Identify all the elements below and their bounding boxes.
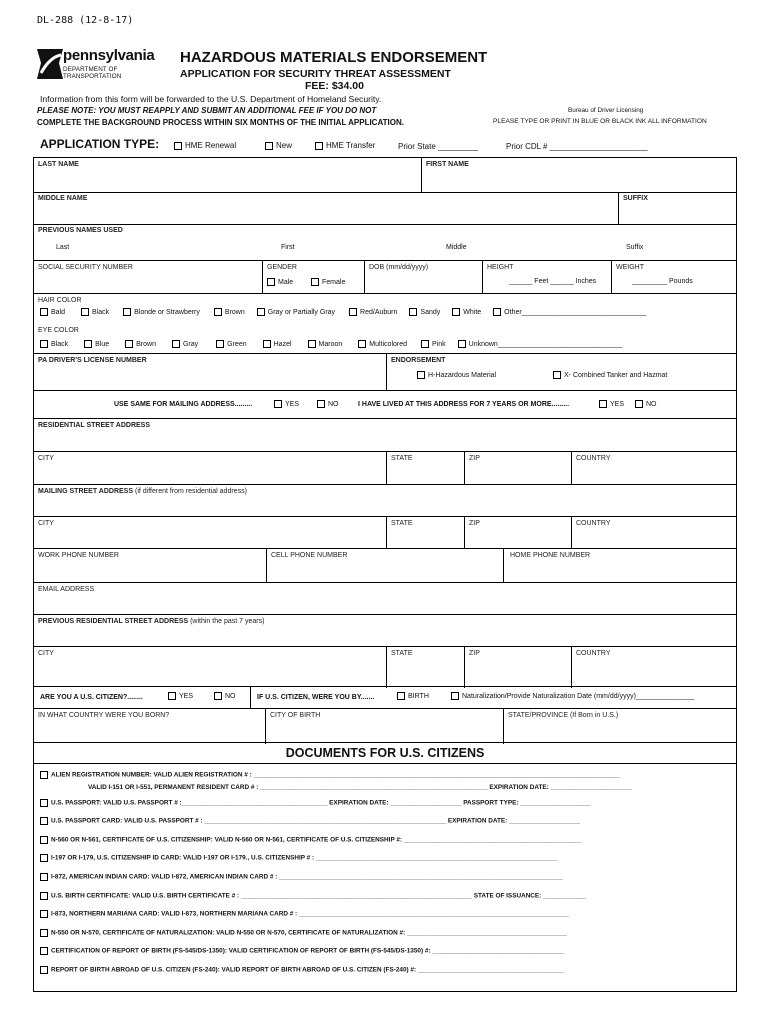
checkbox-icon[interactable] [317, 400, 325, 408]
ssn-label: SOCIAL SECURITY NUMBER [38, 264, 133, 271]
lived-7-yes[interactable]: YES [599, 400, 624, 408]
previous-city-row: CITY STATE ZIP COUNTRY [34, 647, 736, 688]
country-field[interactable]: COUNTRY [571, 517, 736, 548]
cell-phone-field[interactable]: CELL PHONE NUMBER [266, 549, 503, 582]
checkbox-icon[interactable] [493, 308, 501, 316]
checkbox-icon[interactable] [214, 692, 222, 700]
middle-name-label: MIDDLE NAME [38, 195, 88, 202]
work-phone-label: WORK PHONE NUMBER [38, 552, 119, 559]
hair-gray-or-partially-gray[interactable]: Gray or Partially Gray [257, 309, 335, 316]
weight-field[interactable]: WEIGHT _________ Pounds [611, 261, 736, 293]
document-item[interactable]: I-873, NORTHERN MARIANA CARD: VALID I-873, NORTHERN MARIANA CARD # : ____________________________________________________________________________ [40, 910, 569, 918]
checkbox-icon[interactable] [216, 340, 224, 348]
app-type-hme-transfer[interactable]: HME Transfer [315, 141, 375, 150]
checkbox-icon[interactable] [452, 308, 460, 316]
checkbox-icon[interactable] [553, 371, 561, 379]
eye-maroon[interactable]: Maroon [308, 341, 343, 348]
form-code: DL-288 (12-8-17) [37, 15, 134, 26]
hair-other[interactable]: Other________________________________ [493, 309, 646, 316]
suffix-field[interactable]: SUFFIX [618, 193, 736, 224]
mailing-city-row: CITY STATE ZIP COUNTRY [34, 517, 736, 549]
personal-row [34, 261, 736, 294]
alien-line-2[interactable]: VALID I-151 OR I-551, PERMANENT RESIDENT CARD # : ________________________________________________________________ EXPIRATION DATE: _______________________ [88, 784, 633, 791]
hair-black[interactable]: Black [81, 309, 109, 316]
documents-heading: DOCUMENTS FOR U.S. CITIZENS [285, 746, 485, 760]
checkbox-icon[interactable] [123, 308, 131, 316]
checkbox-icon[interactable] [599, 400, 607, 408]
same-mailing-label: USE SAME FOR MAILING ADDRESS......... [114, 401, 253, 408]
checkbox-icon[interactable] [417, 371, 425, 379]
endorse-x[interactable]: X- Combined Tanker and Hazmat [553, 371, 667, 379]
hair-color-label: HAIR COLOR [38, 297, 82, 304]
logo-sub: DEPARTMENT OF TRANSPORTATION [63, 66, 122, 80]
document-item[interactable]: I-872, AMERICAN INDIAN CARD: VALID I-872, AMERICAN INDIAN CARD # : ________________________________________________________________________________ [40, 873, 563, 881]
birthplace-row [34, 709, 736, 744]
checkbox-icon[interactable] [311, 278, 319, 286]
document-item[interactable]: I-197 OR I-179, U.S. CITIZENSHIP ID CARD: VALID I-197 OR I-179., U.S. CITIZENSHIP # : ____________________________________________________________________ [40, 854, 558, 862]
mailing-choice-row [34, 391, 736, 419]
prev-middle-label: Middle [446, 244, 467, 251]
gender-field: GENDER Male Female [262, 261, 364, 293]
same-mailing-no[interactable]: NO [317, 400, 339, 408]
checkbox-icon[interactable] [274, 400, 282, 408]
name-row [34, 158, 736, 193]
checkbox-icon[interactable] [358, 340, 366, 348]
gender-female[interactable]: Female [311, 278, 345, 286]
country-field[interactable]: COUNTRY [571, 647, 736, 688]
page-title: HAZARDOUS MATERIALS ENDORSEMENT [180, 49, 488, 66]
citizen-by-field: IF U.S. CITIZEN, WERE YOU BY....... BIRTH Naturalization/Provide Naturalization Date (mm/dd/yyyy)_______________ [250, 687, 736, 708]
checkbox-icon[interactable] [40, 873, 48, 881]
endorse-h[interactable]: H-Hazardous Material [417, 371, 496, 379]
eye-gray[interactable]: Gray [172, 341, 198, 348]
citizenship-block [33, 686, 737, 743]
document-item[interactable]: CERTIFICATION OF REPORT OF BIRTH (FS-545/DS-1350): VALID CERTIFICATION OF REPORT OF BIRTH (FS-545/DS-1350) #: _____________________________________ [40, 947, 564, 955]
prev-suffix-label: Suffix [626, 244, 644, 251]
zip-field[interactable]: ZIP [464, 647, 571, 688]
citizen-row [34, 687, 736, 709]
document-item[interactable]: U.S. PASSPORT: VALID U.S. PASSPORT # :_________________________________________ EXPIRATION DATE: ____________________ PASSPORT TYPE: ____________________ [40, 799, 591, 807]
eye-unknown[interactable]: Unknown________________________________ [458, 341, 623, 348]
pa-license-label: PA DRIVER'S LICENSE NUMBER [38, 357, 147, 364]
subtitle: APPLICATION FOR SECURITY THREAT ASSESSMENT [180, 68, 451, 80]
checkbox-icon[interactable] [40, 799, 48, 807]
info-text: Information from this form will be forwarded to the U.S. Department of Homeland Security. [40, 94, 382, 104]
document-item[interactable]: U.S. BIRTH CERTIFICATE: VALID U.S. BIRTH CERTIFICATE # : _________________________________________________________________ STATE OF ISSUANCE: ____________ [40, 892, 586, 900]
state-field[interactable]: STATE [386, 647, 464, 688]
document-item[interactable]: REPORT OF BIRTH ABROAD OF U.S. CITIZEN (FS-240): VALID REPORT OF BIRTH ABROAD OF U.S. CITIZEN (FS-240) #: _________________________________________ [40, 966, 564, 974]
checkbox-icon[interactable] [172, 340, 180, 348]
eye-color-row [34, 324, 736, 354]
prior-cdl-field[interactable]: Prior CDL # ______________________ [506, 142, 648, 151]
mailing-street-row[interactable]: MAILING STREET ADDRESS (if different from residential address) [34, 485, 736, 517]
middle-name-row [34, 193, 736, 225]
hair-red-auburn[interactable]: Red/Auburn [349, 309, 397, 316]
checkbox-icon[interactable] [397, 692, 405, 700]
eye-color-label: EYE COLOR [38, 327, 79, 334]
zip-field[interactable]: ZIP [464, 452, 571, 484]
country-field[interactable]: COUNTRY [571, 452, 736, 484]
checkbox-icon[interactable] [458, 340, 466, 348]
citizen-no[interactable]: NO [214, 692, 236, 700]
hair-options [40, 308, 646, 316]
checkbox-icon[interactable] [308, 340, 316, 348]
state-field[interactable]: STATE [386, 452, 464, 484]
last-name-label: LAST NAME [38, 161, 79, 168]
lived-7-no[interactable]: NO [635, 400, 657, 408]
print-note: PLEASE TYPE OR PRINT IN BLUE OR BLACK INK ALL INFORMATION [493, 118, 707, 125]
eye-blue[interactable]: Blue [84, 341, 109, 348]
eye-black[interactable]: Black [40, 341, 68, 348]
license-row [34, 354, 736, 391]
checkbox-icon[interactable] [349, 308, 357, 316]
checkbox-icon[interactable] [40, 340, 48, 348]
previous-names-label: PREVIOUS NAMES USED [38, 227, 123, 234]
dob-field[interactable]: DOB (mm/dd/yyyy) [364, 261, 482, 293]
previous-names-row [34, 225, 736, 261]
gender-male[interactable]: Male [267, 278, 293, 286]
keystone-icon [35, 47, 65, 81]
app-type-label: APPLICATION TYPE: [40, 137, 160, 151]
checkbox-icon[interactable] [265, 142, 273, 150]
citizen-yes[interactable]: YES [168, 692, 193, 700]
app-type-new[interactable]: New [265, 141, 292, 150]
checkbox-icon[interactable] [174, 142, 182, 150]
eye-hazel[interactable]: Hazel [263, 341, 292, 348]
document-item[interactable]: U.S. PASSPORT CARD: VALID U.S. PASSPORT # : ____________________________________________________________________ EXPIRATION DATE: ____________________ [40, 817, 580, 825]
eye-options [40, 340, 622, 348]
eye-pink[interactable]: Pink [421, 341, 446, 348]
hair-sandy[interactable]: Sandy [409, 309, 440, 316]
checkbox-icon[interactable] [168, 692, 176, 700]
document-item[interactable]: N-550 OR N-570, CERTIFICATE OF NATURALIZATION: VALID N-550 OR N-570, CERTIFICATE OF NATURALIZATION #: _____________________________________________ [40, 929, 567, 937]
checkbox-icon[interactable] [263, 340, 271, 348]
country-born-label: IN WHAT COUNTRY WERE YOU BORN? [38, 712, 170, 719]
hair-blonde-or-strawberry[interactable]: Blonde or Strawberry [123, 309, 200, 316]
penndot-logo [35, 47, 170, 83]
prior-state-field[interactable]: Prior State _________ [398, 142, 479, 151]
checkbox-icon[interactable] [267, 278, 275, 286]
hair-bald[interactable]: Bald [40, 309, 65, 316]
checkbox-icon[interactable] [257, 308, 265, 316]
checkbox-icon[interactable] [40, 966, 48, 974]
citizen-birth[interactable]: BIRTH [397, 692, 429, 700]
state-field[interactable]: STATE [386, 517, 464, 548]
prev-last-label: Last [56, 244, 70, 251]
checkbox-icon[interactable] [84, 340, 92, 348]
eye-green[interactable]: Green [216, 341, 246, 348]
document-item[interactable]: N-560 OR N-561, CERTIFICATE OF U.S. CITIZENSHIP: VALID N-560 OR N-561, CERTIFICATE OF U.S. CITIZENSHIP #: __________________________________________________ [40, 836, 582, 844]
checkbox-icon[interactable] [40, 947, 48, 955]
residential-city-row [34, 452, 736, 485]
same-mailing-yes[interactable]: YES [274, 400, 299, 408]
city-label: CITY [38, 455, 54, 462]
eye-brown[interactable]: Brown [125, 341, 156, 348]
height-field[interactable]: HEIGHT ______ Feet ______ Inches [482, 261, 611, 293]
note-line-2: COMPLETE THE BACKGROUND PROCESS WITHIN SIX MONTHS OF THE INITIAL APPLICATION. [37, 118, 404, 127]
checkbox-icon[interactable] [40, 854, 48, 862]
hair-color-row [34, 294, 736, 324]
checkbox-icon[interactable] [315, 142, 323, 150]
checkbox-icon[interactable] [40, 910, 48, 918]
checkbox-icon[interactable] [409, 308, 417, 316]
previous-street-row[interactable]: PREVIOUS RESIDENTIAL STREET ADDRESS (within the past 7 years) [34, 615, 736, 647]
checkbox-icon[interactable] [125, 340, 133, 348]
hair-brown[interactable]: Brown [214, 309, 245, 316]
phones-row [34, 549, 736, 583]
prev-first-label: First [281, 244, 295, 251]
documents-block [33, 743, 737, 992]
hair-white[interactable]: White [452, 309, 481, 316]
logo-name: pennsylvania [63, 47, 155, 64]
application-form [33, 157, 737, 687]
checkbox-icon[interactable] [40, 929, 48, 937]
checkbox-icon[interactable] [40, 817, 48, 825]
city-birth-field[interactable]: CITY OF BIRTH [265, 709, 503, 744]
checkbox-icon[interactable] [40, 836, 48, 844]
checkbox-icon[interactable] [214, 308, 222, 316]
checkbox-icon[interactable] [40, 892, 48, 900]
eye-multicolored[interactable]: Multicolored [358, 341, 407, 348]
fee: FEE: $34.00 [305, 80, 364, 92]
zip-field[interactable]: ZIP [464, 517, 571, 548]
us-citizen-label: ARE YOU A U.S. CITIZEN?........ [40, 694, 143, 701]
endorsement-field: ENDORSEMENT H-Hazardous Material X- Combined Tanker and Hazmat [386, 354, 736, 390]
bureau: Bureau of Driver Licensing [568, 107, 644, 114]
checkbox-icon[interactable] [40, 771, 48, 779]
checkbox-icon[interactable] [421, 340, 429, 348]
checkbox-icon[interactable] [81, 308, 89, 316]
note-line-1: PLEASE NOTE: YOU MUST REAPPLY AND SUBMIT AN ADDITIONAL FEE IF YOU DO NOT [37, 106, 377, 115]
email-row[interactable]: EMAIL ADDRESS [34, 583, 736, 615]
lived-7-label: I HAVE LIVED AT THIS ADDRESS FOR 7 YEARS OR MORE......... [358, 401, 570, 408]
document-item[interactable]: ALIEN REGISTRATION NUMBER: VALID ALIEN REGISTRATION # : _______________________________________________________________________________________________________ [40, 771, 620, 779]
app-type-hme-renewal[interactable]: HME Renewal [174, 141, 236, 150]
home-phone-field[interactable]: HOME PHONE NUMBER [503, 549, 736, 582]
first-name-field[interactable]: FIRST NAME [421, 158, 736, 192]
checkbox-icon[interactable] [451, 692, 459, 700]
state-province-field[interactable]: STATE/PROVINCE (If Born in U.S.) [503, 709, 736, 744]
citizen-naturalization[interactable]: Naturalization/Provide Naturalization Date (mm/dd/yyyy)_______________ [451, 692, 694, 700]
checkbox-icon[interactable] [635, 400, 643, 408]
checkbox-icon[interactable] [40, 308, 48, 316]
residential-street-row[interactable]: RESIDENTIAL STREET ADDRESS [34, 419, 736, 452]
